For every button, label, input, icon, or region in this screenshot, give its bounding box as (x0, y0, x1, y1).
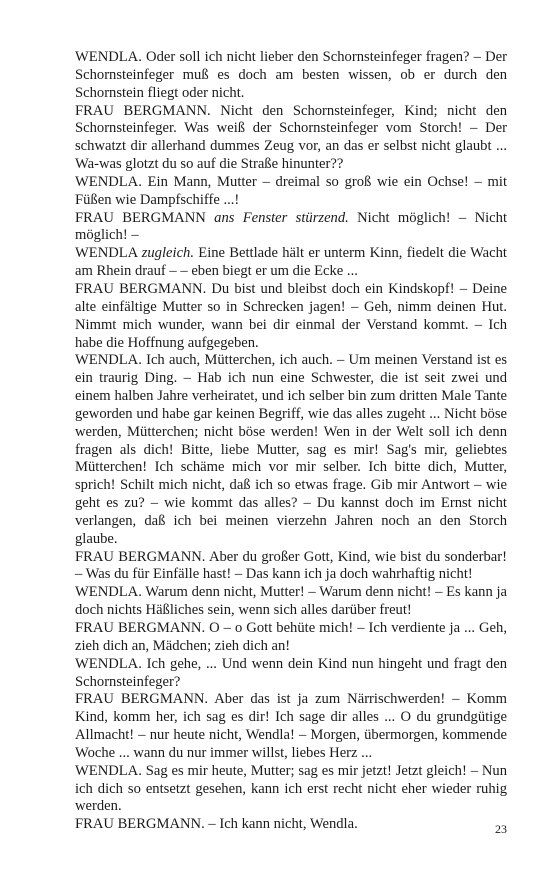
dialogue-paragraph (75, 549, 507, 585)
dialogue-paragraph (75, 763, 507, 817)
dialogue-text: Aber das ist ja zum Närrischwerden! – Komm Kind, komm her, ich sag es dir! Ich sage dir alles ... O du grundgütige Allmacht! – nur heute nicht, Wendla! – Morgen, übermorgen, kommende Woche ... wann du nur immer willst, liebes Herz ... (75, 691, 508, 761)
dialogue-paragraph (75, 174, 507, 210)
stage-direction: ans Fenster stürzend. (214, 209, 349, 226)
dialogue-text: Ich gehe, ... Und wenn dein Kind nun hingeht und fragt den Schornsteinfeger? (75, 655, 507, 690)
dialogue-paragraph (75, 103, 507, 174)
dialogue-text: Eine Bettlade hält er unterm Kinn, fiedelt die Wacht am Rhein drauf – – eben biegt er um die Ecke ... (75, 245, 507, 280)
speaker-name: FRAU BERGMANN. (75, 548, 206, 565)
speaker-name: FRAU BERGMANN. (75, 102, 211, 119)
speaker-name: WENDLA. (75, 584, 142, 601)
dialogue-paragraph (75, 656, 507, 692)
dialogue-paragraph (75, 584, 507, 620)
speaker-name: WENDLA. (75, 173, 142, 190)
dialogue-text: Aber du großer Gott, Kind, wie bist du sonderbar! – Was du für Einfälle hast! – Das kann ich ja doch wahrhaftig nicht! (75, 548, 507, 583)
dialogue-paragraph (75, 245, 507, 281)
dialogue-text: Oder soll ich nicht lieber den Schornsteinfeger fragen? – Der Schornsteinfeger muß es doch am besten wissen, ob er durch den Schornstein fliegt oder nicht. (75, 49, 507, 101)
speaker-name: FRAU BERGMANN. (75, 691, 209, 708)
dialogue-paragraph (75, 691, 507, 762)
dialogue-paragraph (75, 281, 507, 352)
speaker-name: FRAU BERGMANN. (75, 816, 205, 833)
dialogue-paragraph (75, 352, 507, 548)
dialogue-paragraph (75, 210, 507, 246)
speaker-name: WENDLA. (75, 655, 142, 672)
dialogue-text: – Ich kann nicht, Wendla. (204, 816, 358, 833)
dialogue-text: Nicht den Schornsteinfeger, Kind; nicht den Schornsteinfeger. Was weiß der Schornsteinfeger vom Storch! – Der schwatzt dir allerhand dummes Zeug vor, an das er selbst nicht glaubt ... Wa-was glotzt du so auf die Straße hinunter?? (75, 102, 507, 173)
dialogue-text: Ich auch, Mütterchen, ich auch. – Um meinen Verstand ist es ein traurig Ding. – Hab ich nun eine Schwester, die ist seit zwei und einem halben Jahre verheiratet, und ich selber bin zum dritten Male Tante geworden und habe gar keinen Begriff, wie das alles zugeht ... Nicht böse werden, Mütterchen; nicht böse werden! Wen in der Welt soll ich denn fragen als dich! Bitte, liebe Mutter, sag es mir! Sag's mir, geliebtes Mütterchen! Ich schäme mich vor mir selber. Ich bitte dich, Mutter, sprich! Schilt mich nicht, daß ich so etwas frage. Gib mir Antwort – wie geht es zu? – wie kommt das alles? – Du kannst doch im Ernst nicht verlangen, daß ich bei meinen vierzehn Jahren noch an den Storch glaube. (75, 352, 507, 547)
speaker-name: FRAU BERGMANN. (75, 620, 206, 636)
dialogue-text: Ein Mann, Mutter – dreimal so groß wie ein Ochse! – mit Füßen wie Dampfschiffe ...! (75, 173, 507, 208)
stage-direction: zugleich. (141, 245, 194, 262)
dialogue-paragraph (75, 816, 507, 834)
dialogue-paragraph (75, 49, 507, 103)
dialogue-text: Warum denn nicht, Mutter! – Warum denn nicht! – Es kann ja doch nichts Häßliches sein, wenn sich alles darüber freut! (75, 584, 507, 619)
dialogue-text: Nicht möglich! – Nicht möglich! – (75, 209, 507, 244)
speaker-name: WENDLA (75, 245, 138, 262)
speaker-name: FRAU BERGMANN. (75, 280, 207, 297)
dialogue-text: Du bist und bleibst doch ein Kindskopf! – Deine alte einfältige Mutter so in Schrecken jagen! – Geh, nimm deinen Hut. Nimmt mich wunder, wann bei dir einmal der Verstand kommt. – Ich habe die Hoffnung aufgegeben. (75, 280, 507, 351)
dialogue-text: Sag es mir heute, Mutter; sag es mir jetzt! Jetzt gleich! – Nun ich dich so entsetzt gesehen, kann ich erst recht nicht eher wieder ruhig werden. (75, 762, 507, 815)
dialogue-text: O – o Gott behüte mich! – Ich verdiente ja ... Geh, zieh dich an, Mädchen; zieh dich an! (75, 620, 507, 654)
speaker-name: WENDLA. (75, 352, 142, 369)
speaker-name: FRAU BERGMANN (75, 209, 206, 226)
speaker-name: WENDLA. (75, 762, 142, 779)
speaker-name: WENDLA. (75, 49, 142, 65)
page-number: 23 (495, 822, 507, 836)
play-text (75, 49, 507, 834)
dialogue-paragraph (75, 620, 507, 656)
